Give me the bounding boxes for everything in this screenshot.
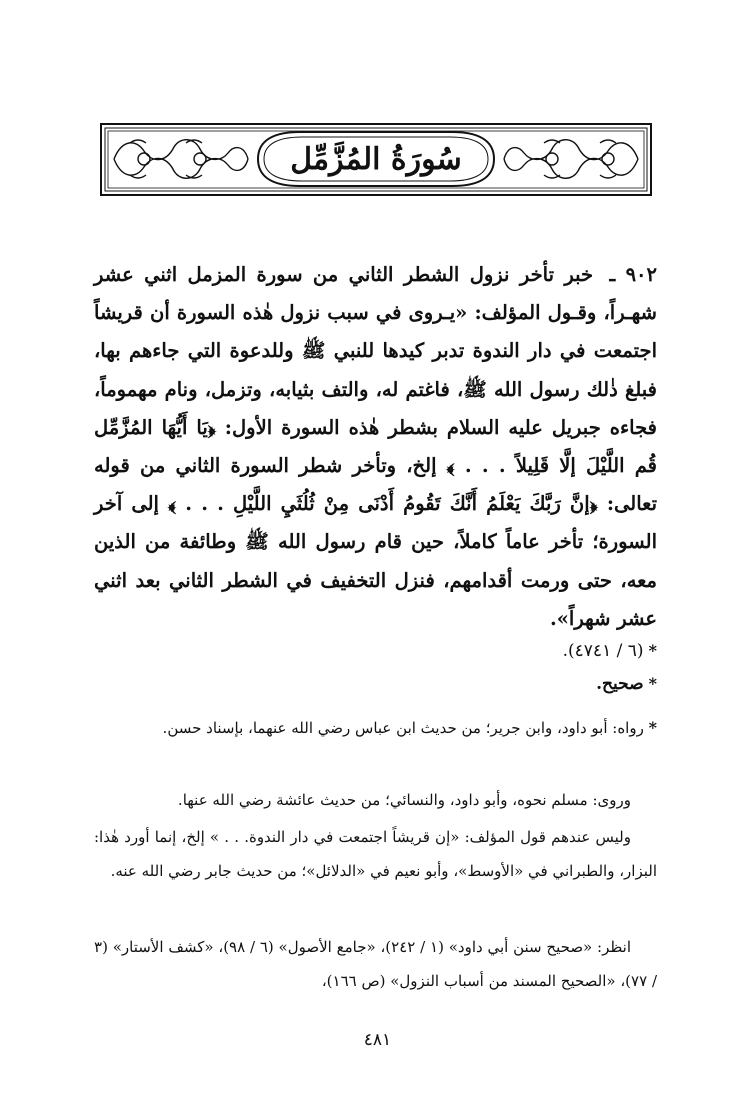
page-number: ٤٨١: [363, 1030, 392, 1050]
narration-text-1: رواه: أبو داود، وابن جرير؛ من حديث ابن عباس رضي الله عنهما، بإسناد حسن.: [162, 719, 644, 737]
entry-text: خبر تأخر نزول الشطر الثاني من سورة المزمل اثني عشر شهـراً، وقـول المؤلف: «يـروى في سبب نزول هٰذه السورة أن قريشاً اجتمعت في دار الندوة تدبر كيدها للنبي ﷺ وللدعوة التي جاءهم بها، فبلغ ذٰلك رسول الله ﷺ، فاغتم له، والتف بثيابه، وتزمل، ونام مهموماً، فجاءه جبريل عليه السلام بشطر هٰذه السورة الأول: ﴿يَا أَيُّهَا المُزَّمِّل قُم اللَّيْلَ إلَّا قَلِيلاً . . . ﴾ إلخ، وتأخر شطر السورة الثاني من قوله تعالى: ﴿إنَّ رَبَّكَ يَعْلَمُ أَنَّكَ تَقُومُ أَدْنَى مِنْ ثُلُثَيِ اللَّيْلِ . . . ﴾ إلى آخر السورة؛ تأخر عاماً كاملاً، حين قام رسول الله ﷺ وطائفة من الذين معه، حتى ورمت أقدامهم، فنزل التخفيف في الشطر الثاني بعد اثني عشر شهراً».: [94, 263, 657, 630]
narration-text-3: وليس عندهم قول المؤلف: «إن قريشاً اجتمعت في دار الندوة. . . » إلخ، إنما أورد هٰذا: البزار، والطبراني في «الأوسط»، وأبو نعيم في «الدلائل»؛ من حديث جابر رضي الله عنه.: [94, 828, 657, 880]
bullet-star-icon: *: [648, 718, 657, 737]
entry-paragraph: [94, 256, 657, 638]
bullet-star-icon: *: [648, 674, 657, 693]
footnote-reference: [94, 633, 657, 669]
volume-page-reference: (٦ / ٤٧٤١).: [562, 641, 644, 661]
hadith-grade: صحيح.: [596, 674, 644, 694]
footnote-grade: [94, 674, 657, 694]
see-also-text: انظر: «صحيح سنن أبي داود» (١ / ٢٤٢)، «جامع الأصول» (٦ / ٩٨)، «كشف الأستار» (٣ / ٧٧)، «الصحيح المسند من أسباب النزول» (ص ١٦٦)،: [94, 938, 657, 990]
footnote-narration-3: [94, 820, 657, 888]
footnote-see-also: [94, 930, 657, 998]
footnote-narration-2: [94, 784, 657, 817]
bullet-star-icon: *: [648, 641, 657, 660]
narration-text-2: وروى: مسلم نحوه، وأبو داود، والنسائي؛ من حديث عائشة رضي الله عنها.: [177, 791, 631, 809]
surah-title: سُورَةُ المُزَّمِّل: [290, 141, 462, 177]
entry-number: ٩٠٢ ـ: [609, 263, 657, 286]
footnote-narration-1: [94, 711, 657, 745]
